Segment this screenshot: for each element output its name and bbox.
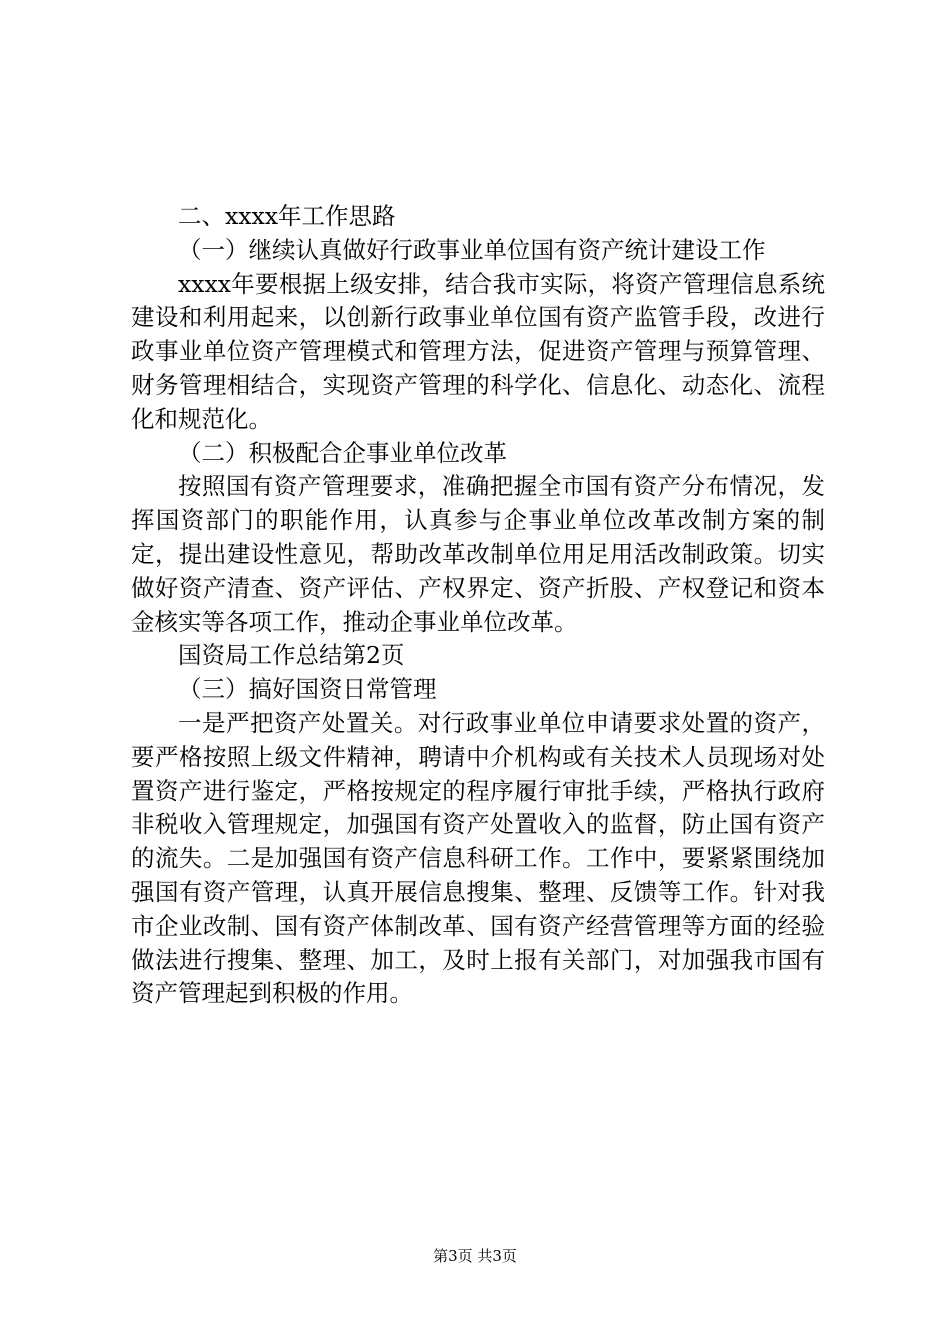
page-footer xyxy=(0,1246,950,1266)
body-paragraph-2: 按照国有资产管理要求，准确把握全市国有资产分布情况，发挥国资部门的职能作用，认真参与企事业单位改革改制方案的制定，提出建设性意见，帮助改革改制单位用足用活改制政策。切实做好资产清查、资产评估、产权界定、资产折股、产权登记和资本金核实等各项工作，推动企事业单位改革。 xyxy=(131,472,825,636)
body-paragraph-1: xxxx年要根据上级安排，结合我市实际，将资产管理信息系统建设和利用起来，以创新行政事业单位国有资产监管手段，改进行政事业单位资产管理模式和管理方法，促进资产管理与预算管理、财务管理相结合，实现资产管理的科学化、信息化、动态化、流程化和规范化。 xyxy=(131,269,825,433)
document-body xyxy=(131,200,825,1011)
subsection-heading-2: （二）积极配合企事业单位改革 xyxy=(178,438,507,467)
section-heading: 二、xxxx年工作思路 xyxy=(178,202,396,230)
body-paragraph-3: 一是严把资产处置关。对行政事业单位申请要求处置的资产，要严格按照上级文件精神，聘请中介机构或有关技术人员现场对处置资产进行鉴定，严格按规定的程序履行审批手续，严格执行政府非税收入管理规定，加强国有资产处置收入的监督，防止国有资产的流失。二是加强国有资产信息科研工作。工作中，要紧紧围绕加强国有资产管理，认真开展信息搜集、整理、反馈等工作。针对我市企业改制、国有资产体制改革、国有资产经营管理等方面的经验做法进行搜集、整理、加工，及时上报有关部门，对加强我市国有资产管理起到积极的作用。 xyxy=(131,708,825,1008)
page-number: 第3页 共3页 xyxy=(433,1247,517,1265)
page-marker-line: 国资局工作总结第2页 xyxy=(178,641,405,670)
subsection-heading-3: （三）搞好国资日常管理 xyxy=(178,675,437,704)
subsection-heading-1: （一）继续认真做好行政事业单位国有资产统计建设工作 xyxy=(178,235,766,264)
